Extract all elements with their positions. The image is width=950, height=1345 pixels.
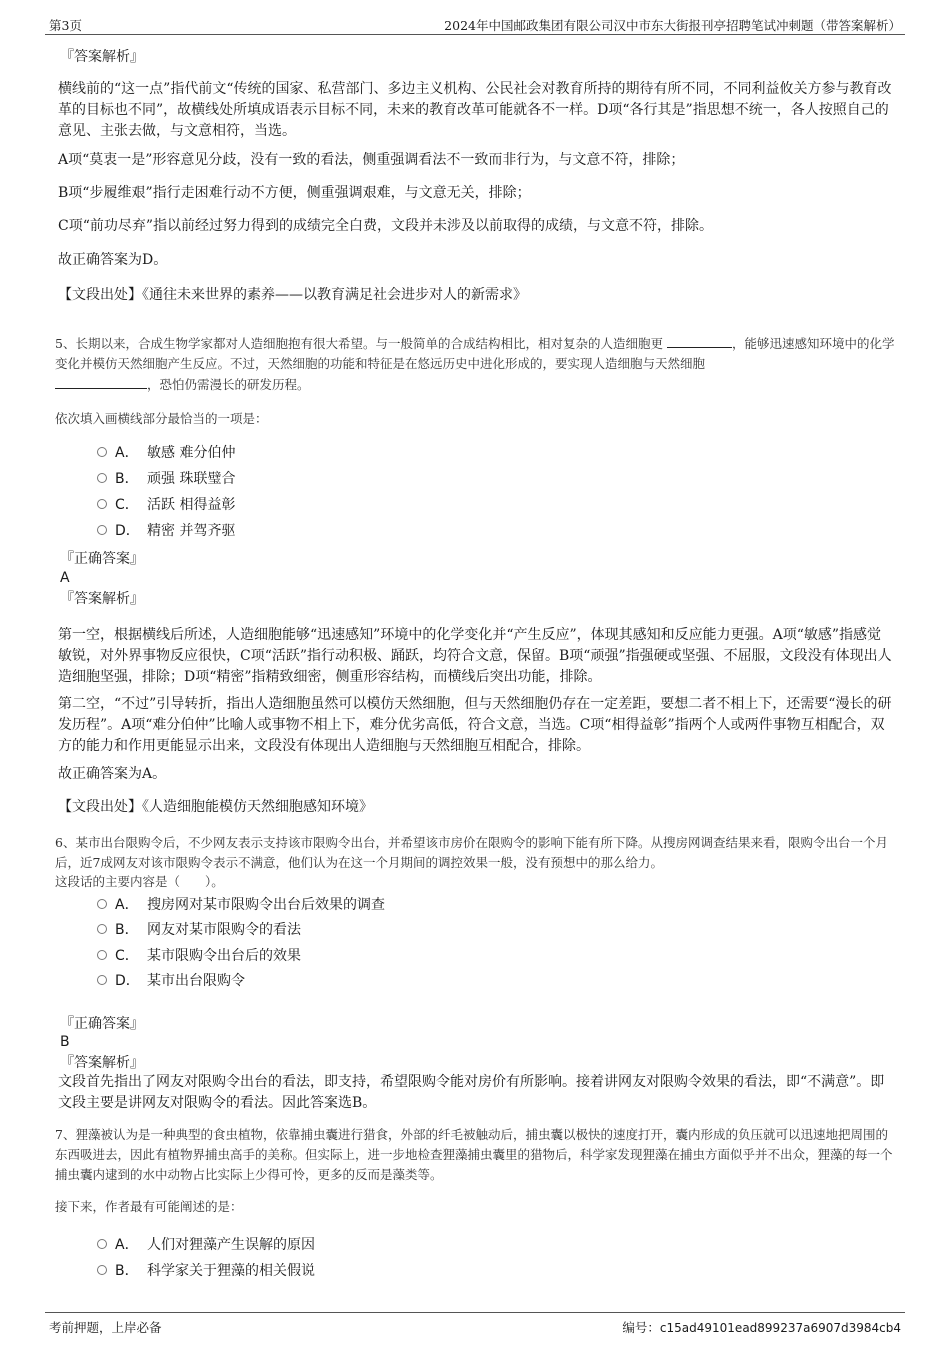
footer-code-value: c15ad49101ead899237a6907d3984cb4 [659,1321,901,1335]
q5-source: 【文段出处】《人造细胞能模仿天然细胞感知环境》 [58,799,373,815]
page-footer [45,1312,905,1337]
page-header [45,14,905,35]
radio-icon[interactable] [97,473,107,483]
q7-stem: 7、狸藻被认为是一种典型的食虫植物，依靠捕虫囊进行猎食，外部的纤毛被触动后，捕虫囊以极快的速度打开，囊内形成的负压就可以迅速地把周围的东西吸进去，因此有植物界捕虫高手的美称。但实际上，进一步地检查狸藻捕虫囊里的猎物后，科学家发现狸藻在捕虫方面似乎并不出众，狸藻的每一个捕虫囊内逮到的水中动物占比实际上少得可怜，更多的反而是藻类等。 [55,1127,893,1182]
q5-analysis-label: 『答案解析』 [60,591,144,607]
radio-icon[interactable] [97,1239,107,1249]
radio-icon[interactable] [97,447,107,457]
q6-analysis: 文段首先指出了网友对限购令出台的看法，即支持，希望限购令能对房价有所影响。接着讲网友对限购令效果的看法，即“不满意”。即文段主要是讲网友对限购令的看法。因此答案选B。 [58,1074,885,1111]
q6-correct-label: 『正确答案』 [60,1016,144,1032]
q5-option-a[interactable]: A． 敏感 难分伯仲 [97,443,235,463]
radio-icon[interactable] [97,499,107,509]
q6-option-c[interactable]: C． 某市限购令出台后的效果 [97,946,301,966]
q4-analysis-para1: 横线前的“这一点”指代前文“传统的国家、私营部门、多边主义机构、公民社会对教育所持的期待有所不同，不同利益攸关方参与教育改革的目标也不同”，故横线处所填成语表示目标不同，未来的教育改革可能就各不一样。D项“各行其是”指思想不统一，各人按照自己的意见、主张去做，与文意相符，当选。 [58,81,892,139]
q5-analysis-para2: 第二空，“不过”引导转折，指出人造细胞虽然可以模仿天然细胞，但与天然细胞仍存在一定差距，要想二者不相上下，还需要“漫长的研发历程”。A项“难分伯仲”比喻人或事物不相上下，难分优劣高低，符合文意，当选。C项“相得益彰”指两个人或两件事物互相配合，双方的能力和作用更能显示出来，文段没有体现出人造细胞与天然细胞互相配合，排除。 [58,696,892,754]
q6-correct-value: B [60,1034,70,1050]
radio-icon[interactable] [97,924,107,934]
radio-icon[interactable] [97,975,107,985]
q6-prompt: 这段话的主要内容是（ ）。 [55,874,224,889]
q5-stem: 5、长期以来，合成生物学家都对人造细胞抱有很大希望。与一般简单的合成结构相比，相对复杂的人造细胞更 ，能够迅速感知环境中的化学变化并模仿天然细胞产生反应。不过，天然细胞的功能和特征是在悠远历史中进化形成的，要实现人造细胞与天然细胞 ，恐怕仍需漫长的研发历程。 [55,333,895,395]
q5-option-d[interactable]: D． 精密 并驾齐驱 [97,521,235,541]
q5-option-c[interactable]: C． 活跃 相得益彰 [97,495,235,515]
q5-analysis-para3: 故正确答案为A。 [58,766,167,782]
radio-icon[interactable] [97,899,107,909]
q6-option-b[interactable]: B． 网友对某市限购令的看法 [97,920,301,940]
q6-option-d[interactable]: D． 某市出台限购令 [97,971,245,991]
q4-analysis-para3: B项“步履维艰”指行走困难行动不方便，侧重强调艰难，与文意无关，排除； [58,185,531,201]
q4-source: 【文段出处】《通往未来世界的素养——以教育满足社会进步对人的新需求》 [58,287,527,303]
q5-correct-value: A [60,570,70,586]
q5-analysis-para1: 第一空，根据横线后所述，人造细胞能够“迅速感知”环境中的化学变化并“产生反应”，体现其感知和反应能力更强。A项“敏感”指感觉敏锐，对外界事物反应很快，C项“活跃”指行动积极、踊跃，均符合文意，保留。B项“顽强”指强硬或坚强、不屈服，文段没有体现出人造细胞坚强，排除；D项“精密”指精致细密，侧重形容结构，而横线后突出功能，排除。 [58,627,892,685]
q4-analysis-para5: 故正确答案为D。 [58,252,168,268]
radio-icon[interactable] [97,1265,107,1275]
document-title: 2024年中国邮政集团有限公司汉中市东大街报刊亭招聘笔试冲刺题（带答案解析） [444,18,901,33]
q4-analysis-para4: C项“前功尽弃”指以前经过努力得到的成绩完全白费，文段并未涉及以前取得的成绩，与文意不符，排除。 [58,218,714,234]
q5-blank-1 [667,333,732,348]
q5-correct-label: 『正确答案』 [60,551,144,567]
q7-option-a[interactable]: A． 人们对狸藻产生误解的原因 [97,1235,315,1255]
radio-icon[interactable] [97,525,107,535]
q4-analysis-para2: A项“莫衷一是”形容意见分歧，没有一致的看法，侧重强调看法不一致而非行为，与文意不符，排除； [58,152,685,168]
q5-option-b[interactable]: B． 顽强 珠联璧合 [97,469,235,489]
radio-icon[interactable] [97,950,107,960]
q5-prompt: 依次填入画横线部分最恰当的一项是： [55,411,268,426]
q6-analysis-label: 『答案解析』 [60,1055,144,1071]
footer-code-label: 编号： [622,1320,660,1335]
page-number: 第3页 [49,18,82,33]
q6-stem: 6、某市出台限购令后，不少网友表示支持该市限购令出台，并希望该市房价在限购令的影响下能有所下降。从搜房网调查结果来看，限购令出台一个月后，近7成网友对该市限购令表示不满意，他们认为在这一个月期间的调控效果一般，没有预想中的那么给力。 [55,835,888,870]
footer-slogan: 考前押题，上岸必备 [49,1320,162,1335]
q7-prompt: 接下来，作者最有可能阐述的是： [55,1199,243,1214]
q7-option-b[interactable]: B． 科学家关于狸藻的相关假说 [97,1261,315,1281]
footer-code [622,1318,901,1336]
q5-blank-2 [55,374,147,389]
q4-analysis-label: 『答案解析』 [60,49,144,65]
q6-option-a[interactable]: A． 搜房网对某市限购令出台后效果的调查 [97,895,385,915]
